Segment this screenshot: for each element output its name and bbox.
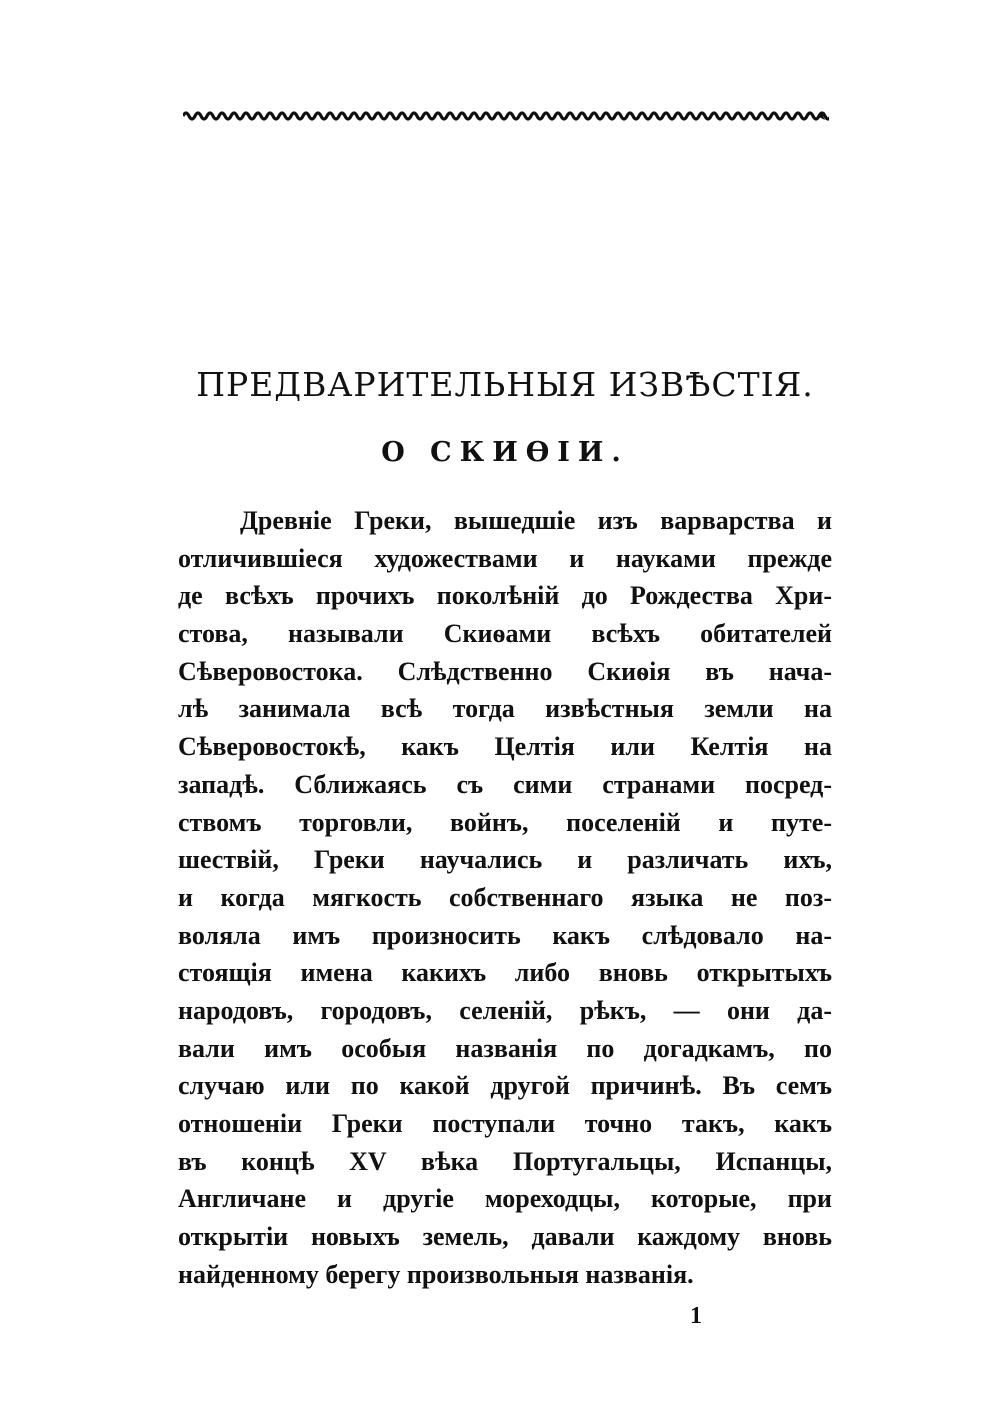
text-line: де всѣхъ прочихъ поколѣній до Рождества Хри- xyxy=(178,581,832,611)
wave-rule-line xyxy=(183,113,829,119)
text-line: найденному берегу произвольныя названія. xyxy=(178,1259,694,1289)
text-line: отношеніи Греки поступали точно такъ, какъ xyxy=(178,1109,832,1138)
text-line: вали имъ особыя названія по догадкамъ, по xyxy=(178,1033,832,1063)
text-line: Древніе Греки, вышедшіе изъ варварства и xyxy=(240,506,832,535)
text-line: Сѣверовостокѣ, какъ Целтія или Келтія на xyxy=(178,732,832,762)
text-line: стоящія имена какихъ либо вновь открытыхъ xyxy=(178,958,832,988)
signature-mark: 1 xyxy=(690,1303,702,1329)
text-line: лѣ занимала всѣ тогда извѣстныя земли на xyxy=(178,694,832,724)
text-line: отличившіеся художествами и науками прежде xyxy=(178,543,832,573)
section-subtitle: О СКИѲІИ. xyxy=(381,437,629,468)
body-text xyxy=(178,502,832,1293)
text-line: Англичане и другіе мореходцы, которые, при xyxy=(178,1184,832,1214)
text-line: въ концѣ XV вѣка Португальцы, Испанцы, xyxy=(178,1146,832,1176)
wave-rule-ornament xyxy=(183,104,829,128)
text-line: народовъ, городовъ, селеній, рѣкъ, — они да- xyxy=(178,995,832,1025)
text-line: западѣ. Сближаясь съ сими странами посред- xyxy=(178,769,832,799)
page-title: ПРЕДВАРИТЕЛЬНЫЯ ИЗВѢСТІЯ. xyxy=(196,365,814,404)
text-line: шествій, Греки научались и различать ихъ, xyxy=(178,845,832,875)
text-line: открытіи новыхъ земель, давали каждому вновь xyxy=(178,1222,832,1252)
text-line: стова, называли Скиѳами всѣхъ обитателей xyxy=(178,619,832,649)
text-line: и когда мягкость собственнаго языка не поз- xyxy=(178,882,832,912)
text-line: ствомъ торговли, войнъ, поселеній и путе- xyxy=(178,807,832,837)
text-line: Сѣверовостока. Слѣдственно Скиѳія въ нача- xyxy=(178,656,832,686)
text-line: случаю или по какой другой причинѣ. Въ семъ xyxy=(178,1071,832,1101)
text-line: воляла имъ произносить какъ слѣдовало на- xyxy=(178,920,832,950)
